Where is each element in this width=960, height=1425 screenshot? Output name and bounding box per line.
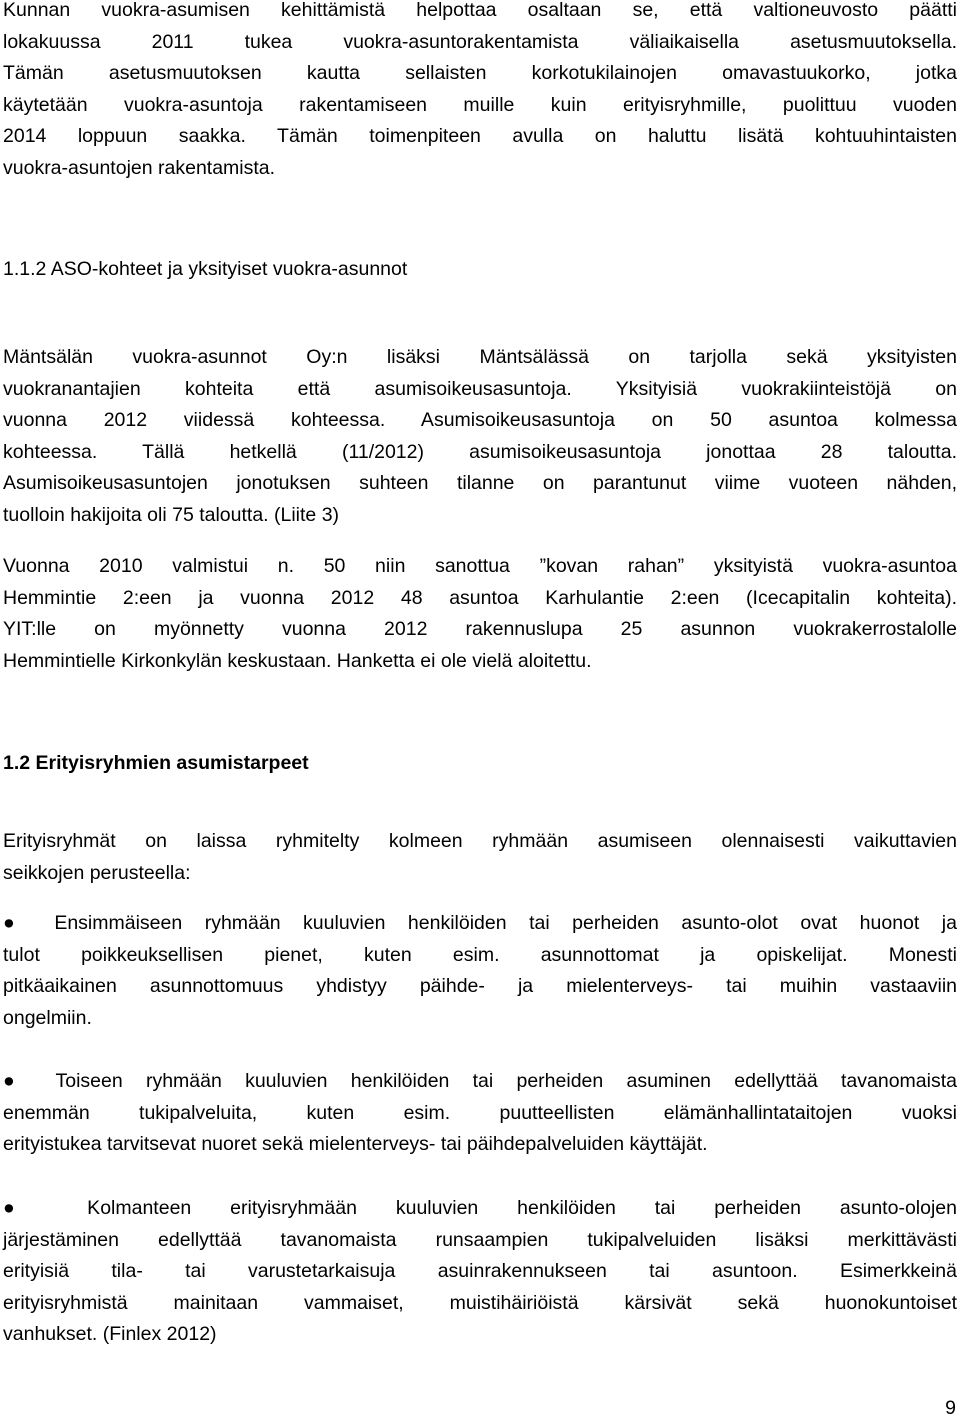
bullet-item-second-group (3, 1066, 957, 1161)
text-line: lokakuussa 2011 tukea vuokra-asuntorakentamista väliaikaisella asetusmuutoksella. (3, 30, 957, 53)
text-line: erityistukea tarvitsevat nuoret sekä mielenterveys- tai päihdepalveluiden käyttäjät. (3, 1133, 708, 1156)
text-line: Vuonna 2010 valmistui n. 50 niin sanottua ”kovan rahan” yksityistä vuokra-asuntoa (3, 555, 957, 577)
text-line: käytetään vuokra-asuntoja rakentamiseen muille kuin erityisryhmille, puolittuu vuoden (3, 93, 957, 116)
text-line: järjestäminen edellyttää tavanomaista runsaampien tukipalveluiden lisäksi merkittävästi (3, 1228, 957, 1251)
text-line: erityisiä tila- tai varustetarkaisuja asuinrakennukseen tai asuntoon. Esimerkkeinä (3, 1260, 957, 1283)
private-rental-paragraph (3, 551, 957, 677)
text-line: vuonna 2012 viidessä kohteessa. Asumisoikeusasuntoja on 50 asuntoa kolmessa (3, 409, 957, 432)
text-line: pitkäaikainen asunnottomuus yhdistyy päihde- ja mielenterveys- tai muihin vastaaviin (3, 975, 957, 998)
text-line: enemmän tukipalveluita, kuten esim. puutteellisten elämänhallintataitojen vuoksi (3, 1101, 957, 1124)
text-line: erityisryhmistä mainitaan vammaiset, muistihäiriöistä kärsivät sekä huonokuntoiset (3, 1291, 957, 1314)
text-line: Kunnan vuokra-asumisen kehittämistä helpottaa osaltaan se, että valtioneuvosto päätti (3, 0, 957, 21)
text-line: Hemmintielle Kirkonkylän keskustaan. Hanketta ei ole vielä aloitettu. (3, 649, 592, 672)
text-line: vuokranantajien kohteita että asumisoikeusasuntoja. Yksityisiä vuokrakiinteistöjä on (3, 377, 957, 400)
page-number: 9 (945, 1397, 956, 1419)
text-line: kohteessa. Tällä hetkellä (11/2012) asumisoikeusasuntoja jonottaa 28 taloutta. (3, 440, 957, 463)
text-line: Asumisoikeusasuntojen jonotuksen suhteen tilanne on parantunut viime vuoteen nähden, (3, 472, 957, 495)
text-line: YIT:lle on myönnetty vuonna 2012 rakennuslupa 25 asunnon vuokrakerrostalolle (3, 618, 957, 641)
text-line: Mäntsälän vuokra-asunnot Oy:n lisäksi Mäntsälässä on tarjolla sekä yksityisten (3, 346, 957, 368)
section-heading-1-2: 1.2 Erityisryhmien asumistarpeet (3, 752, 309, 774)
text-line: ● Ensimmäiseen ryhmään kuuluvien henkilöiden tai perheiden asunto-olot ovat huonot ja (3, 912, 957, 934)
section-heading-1-1-2: 1.1.2 ASO-kohteet ja yksityiset vuokra-asunnot (3, 258, 408, 280)
aso-paragraph (3, 342, 957, 532)
text-line: seikkojen perusteella: (3, 861, 191, 884)
text-line: tuolloin hakijoita oli 75 taloutta. (Liite 3) (3, 503, 340, 526)
text-line: Erityisryhmät on laissa ryhmitelty kolmeen ryhmään asumiseen olennaisesti vaikuttavien (3, 830, 957, 852)
text-line: Tämän asetusmuutoksen kautta sellaisten korkotukilainojen omavastuukorko, jotka (3, 62, 957, 85)
text-line: ● Kolmanteen erityisryhmään kuuluvien henkilöiden tai perheiden asunto-olojen (3, 1197, 957, 1219)
intro-paragraph (3, 0, 957, 185)
text-line: 2014 loppuun saakka. Tämän toimenpiteen avulla on haluttu lisätä kohtuuhintaisten (3, 125, 957, 148)
text-line: tulot poikkeuksellisen pienet, kuten esim. asunnottomat ja opiskelijat. Monesti (3, 943, 957, 966)
text-line: ongelmiin. (3, 1006, 92, 1029)
text-line: Hemmintie 2:een ja vuonna 2012 48 asuntoa Karhulantie 2:een (Icecapitalin kohteita). (3, 586, 957, 609)
text-line: vanhukset. (Finlex 2012) (3, 1323, 217, 1346)
bullet-item-third-group (3, 1193, 957, 1351)
text-line: ● Toiseen ryhmään kuuluvien henkilöiden tai perheiden asuminen edellyttää tavanomaista (3, 1070, 957, 1092)
bullet-item-first-group (3, 908, 957, 1034)
text-line: vuokra-asuntojen rakentamista. (3, 156, 276, 179)
special-groups-intro (3, 826, 957, 889)
